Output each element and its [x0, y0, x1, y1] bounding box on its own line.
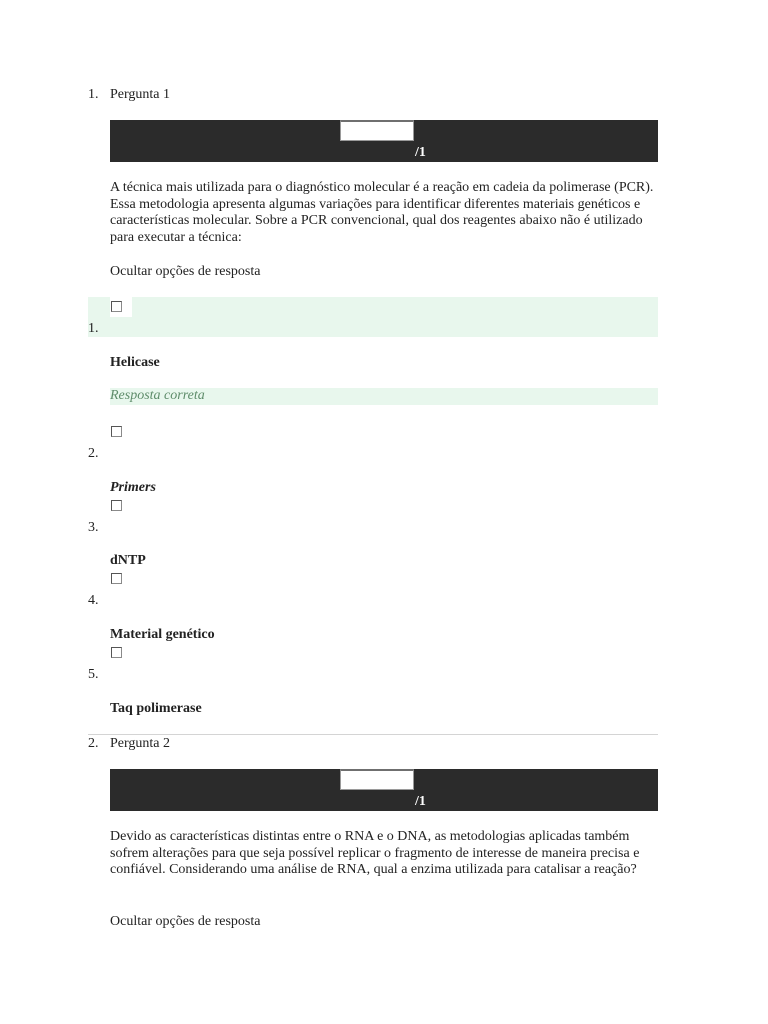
option-label: Helicase	[110, 355, 160, 370]
option-checkbox[interactable]	[111, 301, 122, 312]
option-checkbox[interactable]	[111, 647, 122, 658]
score-input[interactable]	[340, 120, 414, 141]
question-divider	[88, 734, 658, 735]
option-label: Taq polimerase	[110, 701, 202, 716]
question-text: A técnica mais utilizada para o diagnóstico molecular é a reação em cadeia da polimerase (PCR). Essa metodologia apresenta algumas variações para identificar diferentes materiais genéticos e características molecular. Sobre a PCR convencional, qual dos reagentes abaixo não é utilizado para executar a técnica:	[110, 180, 654, 245]
hide-options-toggle[interactable]: Ocultar opções de resposta	[110, 264, 261, 279]
option-number: 4.	[88, 593, 99, 608]
question-title: Pergunta 1	[110, 87, 171, 102]
option-number: 3.	[88, 520, 99, 535]
option-checkbox[interactable]	[111, 426, 122, 437]
score-bar	[110, 120, 658, 162]
score-input[interactable]	[340, 769, 414, 790]
option-number: 5.	[88, 667, 99, 682]
option-highlight	[88, 297, 658, 337]
score-max: /1	[415, 794, 426, 809]
question-number: 2.	[88, 736, 99, 751]
option-label: Primers	[110, 480, 156, 495]
option-checkbox[interactable]	[111, 500, 122, 511]
option-label: dNTP	[110, 553, 146, 568]
option-number: 1.	[88, 321, 99, 336]
score-max: /1	[415, 145, 426, 160]
option-checkbox[interactable]	[111, 573, 122, 584]
score-bar	[110, 769, 658, 811]
option-label: Material genético	[110, 627, 215, 642]
question-title: Pergunta 2	[110, 736, 171, 751]
question-number: 1.	[88, 87, 99, 102]
option-number: 2.	[88, 446, 99, 461]
question-text: Devido as características distintas entre o RNA e o DNA, as metodologias aplicadas também sofrem alterações para que seja possível replicar o fragmento de interesse de maneira precisa e confiável. Considerando uma análise de RNA, qual a enzima utilizada para catalisar a reação?	[110, 829, 640, 877]
hide-options-toggle[interactable]: Ocultar opções de resposta	[110, 914, 261, 929]
correct-feedback: Resposta correta	[110, 388, 205, 403]
